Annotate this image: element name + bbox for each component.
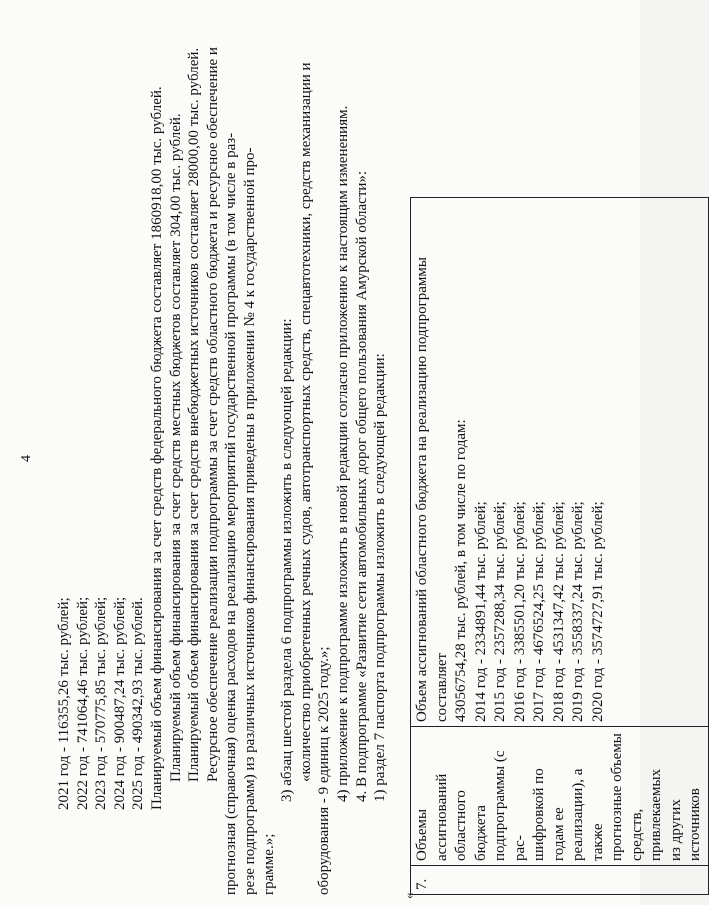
text-line: 2023 год - 570775,85 тыс. рублей; bbox=[93, 596, 110, 810]
row-number: 7. bbox=[411, 866, 709, 895]
name-line: из других источников bbox=[667, 788, 703, 861]
value-line: 43056754,28 тыс. рублей, в том числе по годам: bbox=[453, 419, 469, 722]
text-line: резе подпрограмм) из различных источников финансирования приведены в приложении № 4 к государственной про- bbox=[241, 147, 258, 895]
value-line: 2015 год - 2357288,34 тыс. рублей; bbox=[492, 501, 508, 722]
text-line: Планируемый объем финансирования за счет средств внебюджетных источников составляет 28000,00 тыс. рублей. bbox=[186, 47, 203, 782]
row-name-cell bbox=[411, 727, 709, 866]
table-row bbox=[411, 198, 709, 895]
open-quote-mark: « bbox=[401, 892, 416, 899]
text-line: Планируемый объем финансирования за счет средств федерального бюджета составляет 1860918,00 тыс. рублей. bbox=[148, 86, 165, 810]
text-line: «количество приобретенных речных судов, автотранспортных средств, спецавтотехники, средств механизации и bbox=[297, 62, 314, 782]
value-line: Объем ассигнований областного бюджета на реализацию подпрограммы составляет bbox=[414, 257, 450, 722]
text-line: грамме.»; bbox=[260, 833, 277, 895]
value-line: 2018 год - 4531347,42 тыс. рублей; bbox=[550, 501, 567, 722]
text-line: 1) раздел 7 паспорта подпрограммы изложить в следующей редакции: bbox=[372, 353, 389, 802]
name-line: подпрограммы (с рас- bbox=[492, 750, 528, 861]
text-line: Планируемый объем финансирования за счет средств местных бюджетов составляет 304,00 тыс. рублей. bbox=[167, 113, 184, 782]
name-line: прогнозные объемы bbox=[609, 733, 625, 861]
value-line: 2014 год - 2334891,44 тыс. рублей; bbox=[472, 501, 489, 722]
name-line: Объемы ассигнований bbox=[414, 773, 450, 861]
text-line: Ресурсное обеспечение реализации подпрограммы за счет средств областного бюджета и ресурсное обеспечение и bbox=[204, 47, 221, 782]
value-line: 2019 год - 3558337,24 тыс. рублей; bbox=[570, 501, 586, 722]
text-line: оборудования - 9 единиц к 2025 году.»; bbox=[316, 646, 333, 895]
value-line: 2016 год - 3385501,20 тыс. рублей; bbox=[511, 501, 528, 722]
text-line: 2025 год - 490342,93 тыс. рублей. bbox=[130, 597, 147, 810]
text-line: 2021 год - 116355,26 тыс. рублей; bbox=[56, 597, 72, 810]
name-line: средств, привлекаемых bbox=[628, 768, 664, 861]
value-line: 2017 год - 4676524,25 тыс. рублей; bbox=[531, 501, 547, 722]
row-value-cell bbox=[411, 198, 709, 727]
passport-table bbox=[410, 197, 709, 895]
value-line: 2020 год - 3574727,91 тыс. рублей; bbox=[589, 501, 606, 722]
text-line: 3) абзац шестой раздела 6 подпрограммы изложить в следующей редакции: bbox=[279, 318, 296, 802]
text-line: прогнозная (справочная) оценка расходов на реализацию мероприятий государственной программы (в том числе в раз- bbox=[223, 132, 240, 895]
page-number: 4 bbox=[19, 455, 34, 462]
text-line: 2022 год - 741064,46 тыс. рублей; bbox=[74, 596, 91, 810]
text-line: 4. В подпрограмме «Развитие сети автомобильных дорог общего пользования Амурской области»: bbox=[353, 170, 370, 802]
text-line: 2024 год - 900487,24 тыс. рублей; bbox=[111, 596, 128, 810]
name-line: областного бюджета bbox=[453, 790, 489, 861]
text-line: 4) приложение к подпрограмме изложить в новой редакции согласно приложению к настоящим изменениям. bbox=[334, 105, 351, 802]
name-line: шифровкой по годам ее bbox=[531, 768, 567, 861]
name-line: реализации), а также bbox=[570, 768, 606, 861]
body-text bbox=[55, 40, 390, 895]
